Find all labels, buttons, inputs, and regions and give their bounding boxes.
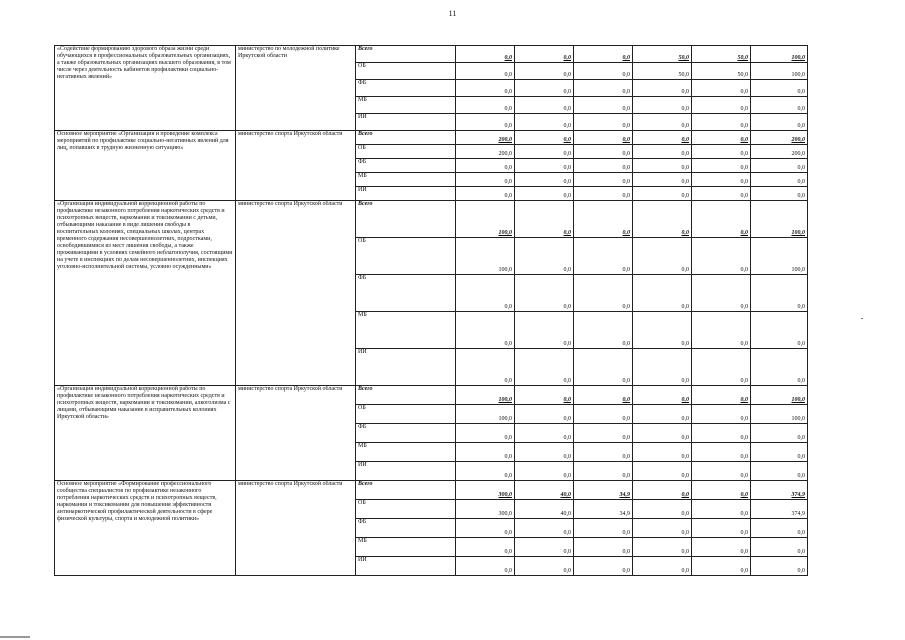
- amount-cell: 0,0: [574, 114, 633, 131]
- funding-source-cell: ФБ: [356, 80, 456, 97]
- amount-cell: 0,0: [751, 557, 808, 576]
- amount-cell: 0,0: [515, 201, 574, 238]
- amount-cell: 0,0: [633, 187, 692, 201]
- amount-cell: 0,0: [751, 349, 808, 386]
- amount-cell: 0,0: [456, 63, 515, 80]
- funding-source-cell: Всего: [356, 131, 456, 145]
- amount-cell: 0,0: [692, 80, 751, 97]
- amount-cell: 0,0: [515, 538, 574, 557]
- funding-source-cell: Всего: [356, 481, 456, 500]
- activity-cell: Основное мероприятие «Формирование профессионального сообщества специалистов по профилактике незаконного потребления наркотических средств и психотропных веществ, наркомании и токсикомании для повышения эффективности антинаркотической профилактической деятельности в сфере физической культуры, спорта и молодежной политики»: [55, 481, 236, 576]
- amount-cell: 100,0: [456, 405, 515, 424]
- amount-cell: 0,0: [633, 145, 692, 159]
- amount-cell: 0,0: [751, 462, 808, 481]
- funding-source-cell: ОБ: [356, 63, 456, 80]
- amount-cell: 0,0: [633, 519, 692, 538]
- activity-cell: Основное мероприятие «Организация и проведение комплекса мероприятий по профилактике социально-негативных явлений для лиц, попавших в трудную жизненную ситуацию»: [55, 131, 236, 201]
- amount-cell: 0,0: [633, 201, 692, 238]
- amount-cell: 0,0: [633, 97, 692, 114]
- amount-cell: 0,0: [692, 481, 751, 500]
- amount-cell: 0,0: [692, 97, 751, 114]
- amount-cell: 0,0: [692, 349, 751, 386]
- amount-cell: 100,0: [751, 238, 808, 275]
- amount-cell: 0,0: [574, 405, 633, 424]
- amount-cell: 100,0: [456, 201, 515, 238]
- funding-source-cell: МБ: [356, 173, 456, 187]
- amount-cell: 0,0: [515, 80, 574, 97]
- amount-cell: 0,0: [633, 424, 692, 443]
- amount-cell: 0,0: [692, 275, 751, 312]
- scan-artifact-dot: [861, 318, 863, 319]
- amount-cell: 0,0: [574, 173, 633, 187]
- amount-cell: 200,0: [456, 131, 515, 145]
- executor-cell: министерство спорта Иркутской области: [236, 201, 356, 386]
- amount-cell: 0,0: [692, 114, 751, 131]
- amount-cell: 100,0: [751, 63, 808, 80]
- amount-cell: 0,0: [456, 557, 515, 576]
- funding-source-cell: МБ: [356, 443, 456, 462]
- amount-cell: 0,0: [574, 145, 633, 159]
- amount-cell: 0,0: [574, 538, 633, 557]
- executor-cell: министерство спорта Иркутской области: [236, 386, 356, 481]
- amount-cell: 0,0: [515, 187, 574, 201]
- amount-cell: 0,0: [574, 386, 633, 405]
- amount-cell: 0,0: [456, 187, 515, 201]
- amount-cell: 0,0: [456, 462, 515, 481]
- amount-cell: 50,0: [633, 63, 692, 80]
- amount-cell: 0,0: [751, 97, 808, 114]
- funding-source-cell: Всего: [356, 46, 456, 63]
- amount-cell: 0,0: [574, 187, 633, 201]
- funding-source-cell: МБ: [356, 538, 456, 557]
- amount-cell: 0,0: [515, 131, 574, 145]
- amount-cell: 0,0: [515, 312, 574, 349]
- amount-cell: 0,0: [574, 159, 633, 173]
- funding-source-cell: ИИ: [356, 557, 456, 576]
- amount-cell: 0,0: [692, 201, 751, 238]
- amount-cell: 0,0: [574, 46, 633, 63]
- amount-cell: 0,0: [456, 424, 515, 443]
- amount-cell: 0,0: [633, 462, 692, 481]
- table-row: [55, 201, 808, 238]
- amount-cell: 0,0: [456, 443, 515, 462]
- amount-cell: 0,0: [692, 238, 751, 275]
- amount-cell: 0,0: [692, 405, 751, 424]
- amount-cell: 0,0: [456, 159, 515, 173]
- amount-cell: 0,0: [633, 481, 692, 500]
- amount-cell: 0,0: [751, 187, 808, 201]
- amount-cell: 0,0: [574, 97, 633, 114]
- amount-cell: 0,0: [751, 443, 808, 462]
- amount-cell: 0,0: [751, 519, 808, 538]
- table-row: [55, 386, 808, 405]
- amount-cell: 0,0: [751, 173, 808, 187]
- amount-cell: 0,0: [751, 538, 808, 557]
- funding-source-cell: ОБ: [356, 405, 456, 424]
- amount-cell: 0,0: [692, 443, 751, 462]
- amount-cell: 0,0: [692, 538, 751, 557]
- amount-cell: 0,0: [574, 557, 633, 576]
- amount-cell: 0,0: [751, 275, 808, 312]
- amount-cell: 0,0: [692, 145, 751, 159]
- amount-cell: 100,0: [456, 386, 515, 405]
- amount-cell: 0,0: [515, 405, 574, 424]
- amount-cell: 0,0: [633, 386, 692, 405]
- amount-cell: 0,0: [515, 519, 574, 538]
- amount-cell: 0,0: [456, 97, 515, 114]
- amount-cell: 0,0: [692, 187, 751, 201]
- amount-cell: 0,0: [456, 275, 515, 312]
- activity-cell: «Организация индивидуальной коррекционной работы по профилактике незаконного потребления наркотических средств и психотропных веществ, наркомании и токсикомании, алкоголизма с лицами, отбывающими наказание в исправительных колониях Иркутской области»: [55, 386, 236, 481]
- funding-source-cell: МБ: [356, 312, 456, 349]
- amount-cell: 0,0: [515, 424, 574, 443]
- budget-table: [54, 45, 808, 576]
- amount-cell: 50,0: [692, 46, 751, 63]
- amount-cell: 0,0: [574, 238, 633, 275]
- funding-source-cell: ОБ: [356, 145, 456, 159]
- amount-cell: 0,0: [633, 173, 692, 187]
- funding-source-cell: ФБ: [356, 424, 456, 443]
- amount-cell: 50,0: [692, 63, 751, 80]
- amount-cell: 0,0: [515, 173, 574, 187]
- amount-cell: 0,0: [692, 131, 751, 145]
- amount-cell: 34,9: [574, 481, 633, 500]
- amount-cell: 0,0: [692, 173, 751, 187]
- amount-cell: 0,0: [751, 424, 808, 443]
- amount-cell: 0,0: [515, 46, 574, 63]
- funding-source-cell: ФБ: [356, 275, 456, 312]
- funding-source-cell: ИИ: [356, 349, 456, 386]
- amount-cell: 0,0: [633, 349, 692, 386]
- funding-source-cell: ОБ: [356, 238, 456, 275]
- amount-cell: 0,0: [515, 159, 574, 173]
- amount-cell: 0,0: [574, 349, 633, 386]
- amount-cell: 0,0: [456, 349, 515, 386]
- amount-cell: 0,0: [456, 114, 515, 131]
- amount-cell: 0,0: [515, 63, 574, 80]
- amount-cell: 0,0: [692, 519, 751, 538]
- funding-source-cell: МБ: [356, 97, 456, 114]
- amount-cell: 0,0: [751, 114, 808, 131]
- table-row: [55, 481, 808, 500]
- scan-artifact: [0, 636, 30, 638]
- amount-cell: 0,0: [456, 80, 515, 97]
- amount-cell: 0,0: [692, 386, 751, 405]
- funding-source-cell: Всего: [356, 386, 456, 405]
- amount-cell: 0,0: [751, 80, 808, 97]
- amount-cell: 0,0: [574, 201, 633, 238]
- amount-cell: 0,0: [633, 557, 692, 576]
- funding-source-cell: ИИ: [356, 462, 456, 481]
- amount-cell: 0,0: [515, 462, 574, 481]
- amount-cell: 100,0: [751, 386, 808, 405]
- amount-cell: 0,0: [515, 557, 574, 576]
- funding-source-cell: ИИ: [356, 187, 456, 201]
- funding-source-cell: ФБ: [356, 159, 456, 173]
- amount-cell: 0,0: [515, 238, 574, 275]
- amount-cell: 34,9: [574, 500, 633, 519]
- activity-cell: «Организация индивидуальной коррекционной работы по профилактике незаконного потребления наркотических средств и психотропных веществ, наркомании и токсикомании с детьми, отбывающими наказание в виде лишения свободы в воспитательных колониях, специальных школах, центрах временного содержания несовершеннолетних, подростками, освободившимися из мест лишения свободы, а также проживающими в условиях семейного неблагополучия, состоящими на учете в инспекциях по делам несовершеннолетних, инспекциях уголовно-исполнительной системы, условно осужденными»: [55, 201, 236, 386]
- amount-cell: 0,0: [574, 275, 633, 312]
- amount-cell: 0,0: [574, 312, 633, 349]
- table-row: [55, 46, 808, 63]
- funding-source-cell: ОБ: [356, 500, 456, 519]
- amount-cell: 0,0: [574, 443, 633, 462]
- amount-cell: 100,0: [456, 238, 515, 275]
- amount-cell: 50,0: [633, 46, 692, 63]
- amount-cell: 40,0: [515, 500, 574, 519]
- amount-cell: 0,0: [515, 145, 574, 159]
- funding-source-cell: Всего: [356, 201, 456, 238]
- amount-cell: 200,0: [751, 145, 808, 159]
- amount-cell: 0,0: [574, 519, 633, 538]
- amount-cell: 0,0: [633, 131, 692, 145]
- amount-cell: 0,0: [515, 349, 574, 386]
- amount-cell: 0,0: [515, 275, 574, 312]
- amount-cell: 0,0: [515, 443, 574, 462]
- amount-cell: 0,0: [633, 538, 692, 557]
- amount-cell: 300,0: [456, 500, 515, 519]
- amount-cell: 0,0: [515, 97, 574, 114]
- page-number: 11: [448, 9, 457, 18]
- amount-cell: 100,0: [751, 405, 808, 424]
- amount-cell: 300,0: [456, 481, 515, 500]
- amount-cell: 0,0: [633, 159, 692, 173]
- amount-cell: 0,0: [574, 462, 633, 481]
- amount-cell: 0,0: [751, 312, 808, 349]
- amount-cell: 0,0: [456, 538, 515, 557]
- amount-cell: 0,0: [456, 312, 515, 349]
- amount-cell: 0,0: [692, 312, 751, 349]
- table-row: [55, 131, 808, 145]
- amount-cell: 0,0: [633, 238, 692, 275]
- amount-cell: 0,0: [633, 80, 692, 97]
- amount-cell: 0,0: [633, 443, 692, 462]
- amount-cell: 100,0: [751, 201, 808, 238]
- amount-cell: 0,0: [574, 80, 633, 97]
- amount-cell: 0,0: [574, 131, 633, 145]
- amount-cell: 100,0: [751, 46, 808, 63]
- amount-cell: 0,0: [515, 114, 574, 131]
- funding-source-cell: ФБ: [356, 519, 456, 538]
- amount-cell: 40,0: [515, 481, 574, 500]
- amount-cell: 0,0: [692, 424, 751, 443]
- amount-cell: 0,0: [751, 159, 808, 173]
- amount-cell: 200,0: [456, 145, 515, 159]
- amount-cell: 0,0: [633, 275, 692, 312]
- amount-cell: 0,0: [456, 519, 515, 538]
- amount-cell: 0,0: [692, 462, 751, 481]
- amount-cell: 374,9: [751, 500, 808, 519]
- amount-cell: 0,0: [692, 159, 751, 173]
- amount-cell: 0,0: [574, 424, 633, 443]
- amount-cell: 0,0: [574, 63, 633, 80]
- amount-cell: 200,0: [751, 131, 808, 145]
- activity-cell: «Содействие формированию здорового образа жизни среди обучающихся в профессиональных образовательных организациях, а также образовательных организациях высшего образования, в том числе через деятельность кабинетов профилактики социально-негативных явлений»: [55, 46, 236, 131]
- executor-cell: министерство спорта Иркутской области: [236, 481, 356, 576]
- amount-cell: 0,0: [633, 500, 692, 519]
- amount-cell: 0,0: [633, 114, 692, 131]
- amount-cell: 0,0: [456, 173, 515, 187]
- amount-cell: 374,9: [751, 481, 808, 500]
- amount-cell: 0,0: [633, 405, 692, 424]
- executor-cell: министерство спорта Иркутской области: [236, 131, 356, 201]
- amount-cell: 0,0: [633, 312, 692, 349]
- executor-cell: министерство по молодежной политике Иркутской области: [236, 46, 356, 131]
- amount-cell: 0,0: [692, 557, 751, 576]
- amount-cell: 0,0: [515, 386, 574, 405]
- amount-cell: 0,0: [456, 46, 515, 63]
- funding-source-cell: ИИ: [356, 114, 456, 131]
- amount-cell: 0,0: [692, 500, 751, 519]
